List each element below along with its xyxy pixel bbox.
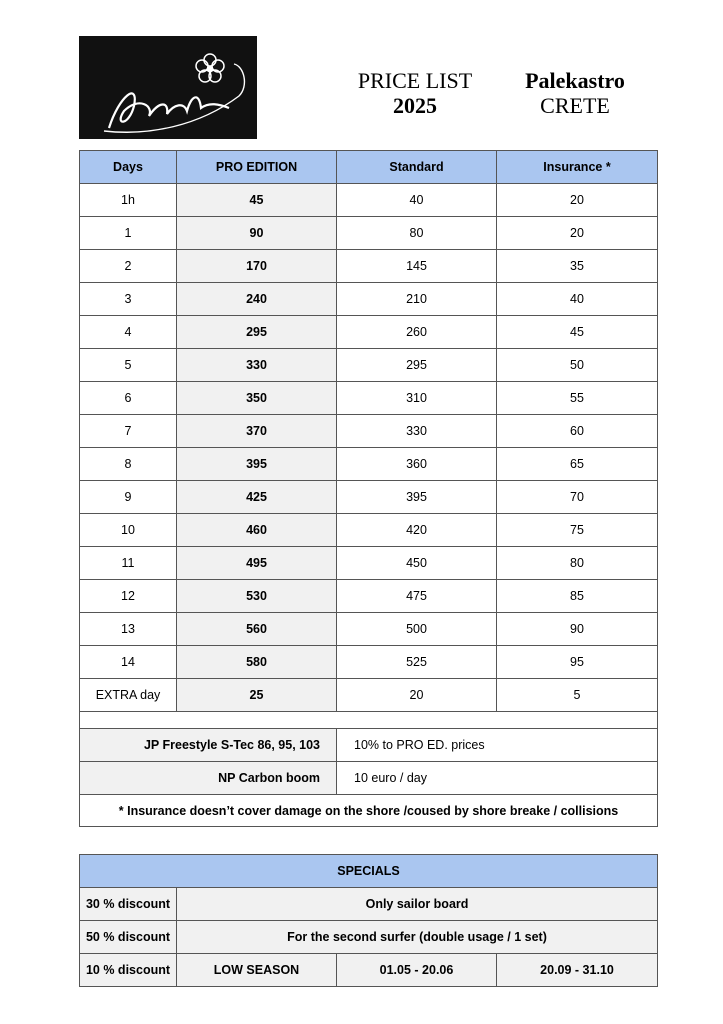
standard-cell: 80 <box>337 217 497 250</box>
price-row <box>80 415 658 448</box>
freak-logo <box>79 36 257 139</box>
discount-label: 50 % discount <box>80 921 177 954</box>
extra-row <box>80 762 658 795</box>
specials-title: SPECIALS <box>80 855 658 888</box>
price-row <box>80 580 658 613</box>
pro-edition-cell: 170 <box>177 250 337 283</box>
discount-label: 30 % discount <box>80 888 177 921</box>
title-line1: PRICE LIST <box>357 68 473 93</box>
spacer-cell <box>80 712 658 729</box>
season-label: LOW SEASON <box>177 954 337 987</box>
pro-edition-cell: 460 <box>177 514 337 547</box>
pro-edition-cell: 45 <box>177 184 337 217</box>
price-row <box>80 382 658 415</box>
days-cell: 12 <box>80 580 177 613</box>
price-table <box>79 150 658 827</box>
insurance-cell: 85 <box>497 580 658 613</box>
days-cell: EXTRA day <box>80 679 177 712</box>
insurance-cell: 40 <box>497 283 658 316</box>
extra-value: 10 euro / day <box>337 762 658 795</box>
specials-table <box>79 854 658 987</box>
specials-row <box>80 888 658 921</box>
price-list-title <box>340 68 490 118</box>
freak-logo-icon <box>79 36 257 139</box>
standard-cell: 500 <box>337 613 497 646</box>
price-row <box>80 316 658 349</box>
header-pro-edition: PRO EDITION <box>177 151 337 184</box>
insurance-cell: 95 <box>497 646 658 679</box>
price-row <box>80 547 658 580</box>
price-row <box>80 349 658 382</box>
specials-header <box>80 855 658 888</box>
standard-cell: 145 <box>337 250 497 283</box>
days-cell: 7 <box>80 415 177 448</box>
standard-cell: 475 <box>337 580 497 613</box>
standard-cell: 260 <box>337 316 497 349</box>
days-cell: 13 <box>80 613 177 646</box>
extra-row <box>80 729 658 762</box>
standard-cell: 310 <box>337 382 497 415</box>
insurance-cell: 55 <box>497 382 658 415</box>
price-row <box>80 481 658 514</box>
pro-edition-cell: 560 <box>177 613 337 646</box>
days-cell: 6 <box>80 382 177 415</box>
days-cell: 4 <box>80 316 177 349</box>
insurance-cell: 35 <box>497 250 658 283</box>
pro-edition-cell: 425 <box>177 481 337 514</box>
pro-edition-cell: 395 <box>177 448 337 481</box>
days-cell: 1h <box>80 184 177 217</box>
insurance-cell: 5 <box>497 679 658 712</box>
location-title <box>500 68 650 118</box>
insurance-note-row <box>80 795 658 827</box>
title-year: 2025 <box>393 93 437 118</box>
pro-edition-cell: 295 <box>177 316 337 349</box>
header-insurance: Insurance * <box>497 151 658 184</box>
price-row <box>80 283 658 316</box>
header-days: Days <box>80 151 177 184</box>
standard-cell: 330 <box>337 415 497 448</box>
price-row <box>80 448 658 481</box>
price-row <box>80 514 658 547</box>
days-cell: 10 <box>80 514 177 547</box>
insurance-cell: 70 <box>497 481 658 514</box>
spacer-row <box>80 712 658 729</box>
extra-value: 10% to PRO ED. prices <box>337 729 658 762</box>
days-cell: 9 <box>80 481 177 514</box>
insurance-cell: 90 <box>497 613 658 646</box>
days-cell: 3 <box>80 283 177 316</box>
insurance-cell: 20 <box>497 217 658 250</box>
discount-label: 10 % discount <box>80 954 177 987</box>
discount-text: Only sailor board <box>177 888 658 921</box>
insurance-cell: 50 <box>497 349 658 382</box>
days-cell: 5 <box>80 349 177 382</box>
days-cell: 14 <box>80 646 177 679</box>
season-range-2: 20.09 - 31.10 <box>497 954 658 987</box>
price-row <box>80 679 658 712</box>
standard-cell: 40 <box>337 184 497 217</box>
price-row <box>80 613 658 646</box>
price-table-header <box>80 151 658 184</box>
standard-cell: 395 <box>337 481 497 514</box>
extra-label: NP Carbon boom <box>80 762 337 795</box>
price-row <box>80 217 658 250</box>
pro-edition-cell: 530 <box>177 580 337 613</box>
insurance-cell: 20 <box>497 184 658 217</box>
insurance-cell: 45 <box>497 316 658 349</box>
insurance-note: * Insurance doesn’t cover damage on the shore /coused by shore breake / collisions <box>80 795 658 827</box>
days-cell: 1 <box>80 217 177 250</box>
price-row <box>80 646 658 679</box>
pro-edition-cell: 370 <box>177 415 337 448</box>
extra-label: JP Freestyle S-Tec 86, 95, 103 <box>80 729 337 762</box>
standard-cell: 450 <box>337 547 497 580</box>
header-standard: Standard <box>337 151 497 184</box>
pro-edition-cell: 240 <box>177 283 337 316</box>
discount-text: For the second surfer (double usage / 1 set) <box>177 921 658 954</box>
insurance-cell: 60 <box>497 415 658 448</box>
pro-edition-cell: 580 <box>177 646 337 679</box>
days-cell: 11 <box>80 547 177 580</box>
season-range-1: 01.05 - 20.06 <box>337 954 497 987</box>
pro-edition-cell: 495 <box>177 547 337 580</box>
price-row <box>80 184 658 217</box>
price-row <box>80 250 658 283</box>
pro-edition-cell: 90 <box>177 217 337 250</box>
days-cell: 2 <box>80 250 177 283</box>
insurance-cell: 80 <box>497 547 658 580</box>
insurance-cell: 65 <box>497 448 658 481</box>
pro-edition-cell: 330 <box>177 349 337 382</box>
pro-edition-cell: 350 <box>177 382 337 415</box>
specials-season-row <box>80 954 658 987</box>
standard-cell: 420 <box>337 514 497 547</box>
standard-cell: 20 <box>337 679 497 712</box>
specials-row <box>80 921 658 954</box>
location-town: Palekastro <box>525 68 625 93</box>
standard-cell: 525 <box>337 646 497 679</box>
insurance-cell: 75 <box>497 514 658 547</box>
days-cell: 8 <box>80 448 177 481</box>
pro-edition-cell: 25 <box>177 679 337 712</box>
standard-cell: 295 <box>337 349 497 382</box>
standard-cell: 360 <box>337 448 497 481</box>
standard-cell: 210 <box>337 283 497 316</box>
location-region: CRETE <box>540 93 610 118</box>
